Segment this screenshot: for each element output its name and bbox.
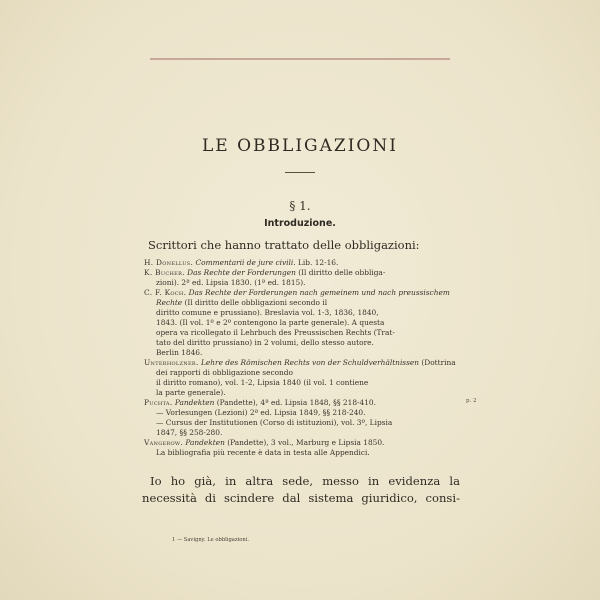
bib-work-title: Das Rechte der Forderungen [184,268,296,277]
lead-sentence: Scrittori che hanno trattato delle obbligazioni: [148,238,420,252]
section-heading: Introduzione. [264,218,336,229]
top-rule [150,58,450,60]
bib-text: — Vorlesungen (Lezioni) 2ª ed. Lipsia 1849, §§ 218-240. [156,408,366,417]
bib-text: il diritto romano), vol. 1-2, Lipsia 1840 (il vol. 1 contiene [156,378,369,387]
bib-text: opera va ricollegato il Lehrbuch des Preussischen Rechts (Trat- [156,328,395,337]
body-paragraph [142,473,460,508]
chapter-title: LE OBBLIGAZIONI [202,136,398,156]
bib-work-title: Pandekten [183,438,225,447]
bibliography-entry [144,398,462,438]
bib-author: K. Bucher. [144,268,185,277]
bib-text: 1847, §§ 258-280. [156,428,223,437]
bib-text: La bibliografia più recente è data in testa alle Appendici. [156,448,370,457]
bib-text: (Pandette), 4ª ed. Lipsia 1848, §§ 218-410. [214,398,376,407]
body-line: Io ho già, in altra sede, messo in evidenza la [150,474,460,488]
title-rule [285,172,315,173]
bibliography-entry [144,288,462,358]
bib-author: Puchta. [144,398,173,407]
bib-text: — Cursus der Institutionen (Corso di istituzioni), vol. 3º, Lipsia [156,418,393,427]
bibliography-entry [144,438,462,458]
bibliography-entry [144,268,462,288]
bib-text: Lib. 12-16. [295,258,339,267]
bib-work-title: Lehre des Römischen Rechts von der Schuldverhältnissen [198,358,420,367]
bib-author: C. F. Koch. [144,288,187,297]
bib-text: (Il diritto delle obbligazioni secondo il [182,298,328,307]
bib-work-title: Commentarii de jure civili. [193,258,296,267]
bib-work-title: Pandekten [172,398,215,407]
bib-author: H. Donellus. [144,258,194,267]
bib-author: Vangerow. [144,438,184,447]
margin-page-mark: p. 2 [466,398,477,404]
bib-work-title: Das Rechte der Forderungen nach gemeinem und nach preussischem Rechte [156,288,450,307]
bib-author: Unterholzner. [144,358,199,367]
bib-text: diritto comune e prussiano). Breslavia vol. 1-3, 1836, 1840, [156,308,379,317]
body-line: necessità di scindere dal sistema giuridico, consi- [142,491,460,506]
bib-text: (Dottrina dei rapporti di obbligazione secondo [156,358,456,377]
bib-text: tato del diritto prussiano) in 2 volumi, dello stesso autore. [156,338,374,347]
bibliography-entry [144,358,462,398]
section-number: § 1. [289,199,311,213]
footnote: 1 — Savigny. Le obbligazioni. [172,537,250,543]
bib-text: Berlin 1846. [156,348,203,357]
bib-text: la parte generale). [156,388,226,397]
bib-text: zioni). 2ª ed. Lipsia 1830. (1ª ed. 1815). [156,278,306,287]
bib-text: (Il diritto delle obbliga- [295,268,386,277]
bib-text: (Pandette), 3 vol., Marburg e Lipsia 1850. [224,438,385,447]
bib-text: 1843. (Il vol. 1º e 2º contengono la parte generale). A questa [156,318,385,327]
bibliography-list [144,258,462,458]
bibliography-entry [144,258,462,268]
